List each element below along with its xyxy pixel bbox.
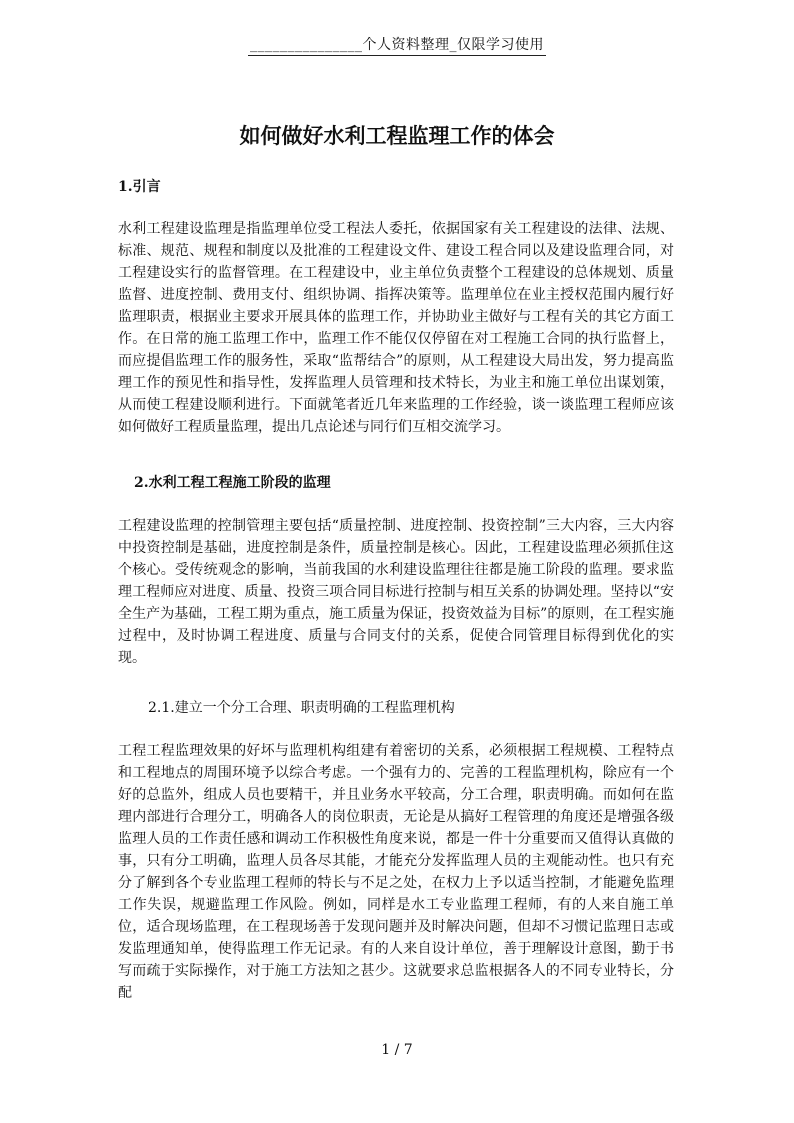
page-header: [0, 34, 794, 56]
section-1-paragraph: 水利工程建设监理是指监理单位受工程法人委托，依据国家有关工程建设的法律、法规、标准、规范、规程和制度以及批准的工程建设文件、建设工程合同以及建设监理合同，对工程建设实行的监督管理。在工程建设中，业主单位负责整个工程建设的总体规划、质量监督、进度控制、费用支付、组织协调、指挥决策等。监理单位在业主授权范围内履行好监理职责，根据业主要求开展具体的监理工作，并协助业主做好与工程有关的其它方面工作。在日常的施工监理工作中，监理工作不能仅仅停留在对工程施工合同的执行监督上，而应提倡监理工作的服务性，采取“监帮结合”的原则，从工程建设大局出发，努力提高监理工作的预见性和指导性，发挥监理人员管理和技术特长，为业主和施工单位出谋划策，从而使工程建设顺利进行。下面就笔者近几年来监理的工作经验，谈一谈监理工程师应该如何做好工程质量监理，提出几点论述与同行们互相交流学习。: [118, 221, 674, 435]
section-2-heading: 2.水利工程工程施工阶段的监理: [134, 475, 331, 491]
section-1-heading: 1.引言: [118, 179, 161, 195]
section-2-paragraph: 工程建设监理的控制管理主要包括“质量控制、进度控制、投资控制”三大内容，三大内容中投资控制是基础，进度控制是条件，质量控制是核心。因此，工程建设监理必须抓住这个核心。受传统观念的影响，当前我国的水利建设监理往往都是施工阶段的监理。要求监理工程师应对进度、质量、投资三项合同目标进行控制与相互关系的协调处理。坚持以“安全生产为基础，工程工期为重点，施工质量为保证，投资效益为目标”的原则，在工程实施过程中，及时协调工程进度、质量与合同支付的关系，促使合同管理目标得到优化的实现。: [118, 518, 674, 666]
page-number: 1 / 7: [381, 1042, 413, 1058]
section-2-1-heading: 2.1.建立一个分工合理、职责明确的工程监理机构: [148, 700, 455, 716]
section-2-1-paragraph: 工程工程监理效果的好坏与监理机构组建有着密切的关系，必须根据工程规模、工程特点和工程地点的周围环境予以综合考虑。一个强有力的、完善的工程监理机构，除应有一个好的总监外，组成人员也要精干，并且业务水平较高，分工合理，职责明确。而如何在监理内部进行合理分工，明确各人的岗位职责，无论是从搞好工程管理的角度还是增强各级监理人员的工作责任感和调动工作积极性角度来说，都是一件十分重要而又值得认真做的事，只有分工明确，监理人员各尽其能，才能充分发挥监理人员的主观能动性。也只有充分了解到各个专业监理工程师的特长与不足之处，在权力上予以适当控制，才能避免监理工作失误，规避监理工作风险。例如，同样是水工专业监理工程师，有的人来自施工单位，适合现场监理，在工程现场善于发现问题并及时解决问题，但却不习惯记监理日志或发监理通知单，使得监理工作无记录。有的人来自设计单位，善于理解设计意图，勤于书写而疏于实际操作，对于施工方法知之甚少。这就要求总监根据各人的不同专业特长，分配: [118, 743, 674, 1001]
document-title: 如何做好水利工程监理工作的体会: [239, 123, 555, 148]
header-text: _______________个人资料整理_仅限学习使用: [248, 34, 546, 56]
